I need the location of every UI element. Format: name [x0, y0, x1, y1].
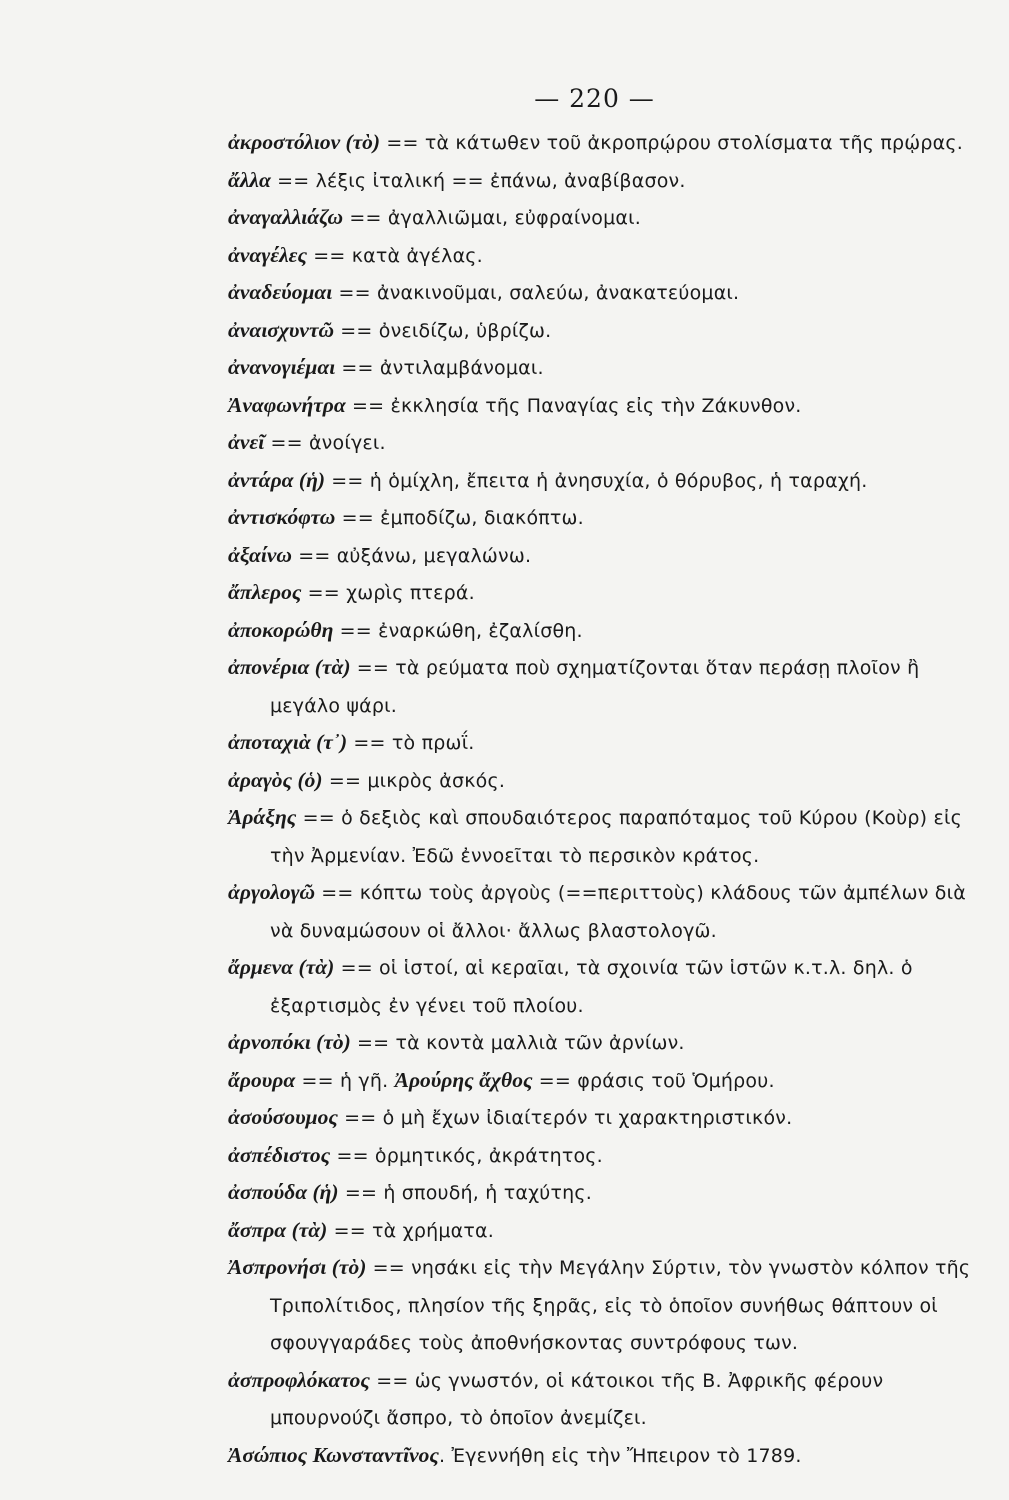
entry-headword: ἀνανογιέμαι	[228, 355, 336, 379]
entry-definition: == τὰ ρεύματα ποὺ σχηματίζονται ὅταν περάσῃ πλοῖον ἢ μεγάλο ψάρι.	[270, 657, 920, 717]
page-number: — 220 —	[534, 84, 655, 113]
entry-headword: ἀποταχιὰ (τ᾽)	[228, 730, 348, 754]
entry-definition: == τὰ κοντὰ μαλλιὰ τῶν ἀρνίων.	[350, 1032, 685, 1054]
entry-definition: == οἱ ἱστοί, αἱ κεραῖαι, τὰ σχοινία τῶν ἱστῶν κ.τ.λ. δηλ. ὁ ἐξαρτισμὸς ἐν γένει τοῦ πλοίου.	[270, 957, 913, 1017]
glossary-entry	[228, 874, 988, 949]
glossary-entry	[228, 312, 988, 350]
entry-definition: == αὐξάνω, μεγαλώνω.	[291, 544, 532, 567]
entry-definition: == ἀγαλλιῶμαι, εὐφραίνομαι.	[343, 207, 641, 229]
entry-headword: Ἀράξης	[228, 805, 297, 829]
entry-headword: ἀποκορώθη	[228, 617, 334, 642]
glossary-entry	[228, 1099, 988, 1137]
entry-definition: == ἡ ὁμίχλη, ἔπειτα ἡ ἀνησυχία, ὁ θόρυβος, ἡ ταραχή.	[325, 469, 868, 492]
glossary-entry	[228, 574, 988, 612]
entry-definition: == ἡ σπουδή, ἡ ταχύτης.	[338, 1182, 592, 1204]
entry-headword: ἀναγέλες	[228, 242, 308, 267]
entry-definition: == τὰ κάτωθεν τοῦ ἀκροπρῴρου στολίσματα τῆς πρῴρας.	[380, 132, 963, 154]
glossary-entry	[228, 949, 988, 1024]
entry-headword: ἀσπούδα (ἡ)	[228, 1180, 339, 1204]
glossary-entry	[228, 612, 988, 650]
entry-definition-secondary: == φράσις τοῦ Ὁμήρου.	[532, 1069, 775, 1092]
entry-definition: == ἀνακινοῦμαι, σαλεύω, ἀνακατεύομαι.	[332, 282, 740, 304]
entry-headword: Ἀσώπιος Κωνσταντῖνος	[228, 1442, 440, 1467]
entry-definition: == ὁ μὴ ἔχων ἰδιαίτερόν τι χαρακτηριστικόν.	[337, 1107, 793, 1129]
glossary-entry	[228, 1137, 988, 1175]
entry-definition: == μικρὸς ἀσκός.	[322, 769, 506, 792]
entry-definition: . Ἐγεννήθη εἰς τὴν Ἤπειρον τὸ 1789.	[439, 1444, 802, 1467]
entry-headword: ἀπονέρια (τὰ)	[228, 655, 351, 679]
glossary-entry	[228, 799, 988, 874]
glossary-entry	[228, 724, 988, 762]
glossary-entry	[228, 387, 988, 425]
entry-headword: ἀντισκόφτω	[228, 505, 336, 529]
glossary-entry	[228, 1212, 988, 1250]
glossary-entry	[228, 274, 988, 312]
entry-definition: == ἡ γῆ.	[295, 1069, 395, 1092]
glossary-entry	[228, 162, 988, 200]
entry-definition: == ὀνειδίζω, ὑβρίζω.	[334, 319, 552, 342]
entry-definition: == ὁ δεξιὸς καὶ σπουδαιότερος παραπόταμος τοῦ Κύρου (Κοὺρ) εἰς τὴν Ἀρμενίαν. Ἐδῶ ἐννοεῖται τὸ περσικὸν κράτος.	[270, 807, 962, 867]
entry-definition: == χωρὶς πτερά.	[301, 582, 475, 604]
glossary-entries	[228, 124, 988, 1474]
glossary-entry	[228, 1024, 988, 1062]
glossary-entry	[228, 462, 988, 500]
entry-headword: ἀσπέδιστος	[228, 1142, 331, 1167]
entry-definition: == λέξις ἰταλική == ἐπάνω, ἀναβίβασον.	[270, 169, 686, 192]
entry-headword: Ἀναφωνήτρα	[228, 392, 346, 417]
entry-headword: ἀραγὸς (ὁ)	[228, 767, 323, 792]
entry-headword: ἄλλα	[228, 167, 271, 192]
entry-definition: == ὡς γνωστόν, οἱ κάτοικοι τῆς Β. Ἀφρικῆς φέρουν μπουρνούζι ἄσπρο, τὸ ὁποῖον ἀνεμίζει.	[270, 1369, 884, 1429]
glossary-entry	[228, 1174, 988, 1212]
entry-definition: == ἐναρκώθη, ἐζαλίσθη.	[333, 619, 583, 642]
entry-definition: == ἐκκλησία τῆς Παναγίας εἰς τὴν Ζάκυνθον.	[345, 394, 802, 417]
entry-headword: ἀναισχυντῶ	[228, 317, 335, 342]
entry-headword: ἀναδεύομαι	[228, 280, 333, 304]
glossary-entry	[228, 237, 988, 275]
entry-headword: ἀκροστόλιον (τὸ)	[228, 130, 381, 154]
entry-headword: ἀξαίνω	[228, 542, 292, 567]
entry-definition: == ὁρμητικός, ἀκράτητος.	[330, 1144, 603, 1167]
glossary-entry	[228, 199, 988, 237]
entry-headword: ἄρμενα (τὰ)	[228, 955, 335, 979]
entry-definition: == ἀνοίγει.	[264, 432, 386, 454]
entry-definition: == ἐμποδίζω, διακόπτω.	[335, 507, 584, 529]
glossary-entry	[228, 649, 988, 724]
entry-headword-secondary: Ἀρούρης ἄχθος	[394, 1067, 533, 1092]
entry-definition: == τὸ πρωΐ.	[347, 732, 475, 754]
entry-headword: ἀργολογῶ	[228, 880, 316, 904]
glossary-entry	[228, 424, 988, 462]
entry-headword: ἄρουρα	[228, 1067, 296, 1092]
entry-definition: == ἀντιλαμβάνομαι.	[335, 357, 544, 379]
entry-headword: Ἀσπρονήσι (τὸ)	[228, 1255, 367, 1279]
entry-headword: ἀναγαλλιάζω	[228, 205, 344, 229]
glossary-entry	[228, 124, 988, 162]
entry-definition: == κατὰ ἀγέλας.	[307, 244, 483, 267]
entry-definition: == τὰ χρήματα.	[327, 1219, 494, 1242]
glossary-entry	[228, 1249, 988, 1362]
entry-headword: ἀνεῖ	[228, 430, 265, 454]
entry-headword: ἄπλερος	[228, 580, 302, 604]
entry-headword: ἀσπροφλόκατος	[228, 1367, 370, 1392]
glossary-entry	[228, 1362, 988, 1437]
entry-headword: ἀρνοπόκι (τὸ)	[228, 1030, 351, 1054]
glossary-entry	[228, 537, 988, 575]
glossary-entry	[228, 1062, 988, 1100]
glossary-entry	[228, 762, 988, 800]
glossary-entry	[228, 499, 988, 537]
entry-headword: ἀντάρα (ἡ)	[228, 467, 326, 492]
entry-headword: ἄσπρα (τὰ)	[228, 1217, 328, 1242]
entry-definition: == κόπτω τοὺς ἀργοὺς (==περιττοὺς) κλάδους τῶν ἀμπέλων διὰ νὰ δυναμώσουν οἱ ἄλλοι· ἄλλως βλαστολογῶ.	[270, 882, 966, 942]
entry-definition: == νησάκι εἰς τὴν Μεγάλην Σύρτιν, τὸν γνωστὸν κόλπον τῆς Τριπολίτιδος, πλησίον τῆς ξηρᾶς, εἰς τὸ ὁποῖον συνήθως θάπτουν οἱ σφουγγαράδες τοὺς ἀποθνήσκοντας συντρόφους των.	[270, 1257, 971, 1354]
glossary-entry	[228, 1437, 988, 1475]
glossary-entry	[228, 349, 988, 387]
entry-headword: ἀσούσουμος	[228, 1105, 338, 1129]
